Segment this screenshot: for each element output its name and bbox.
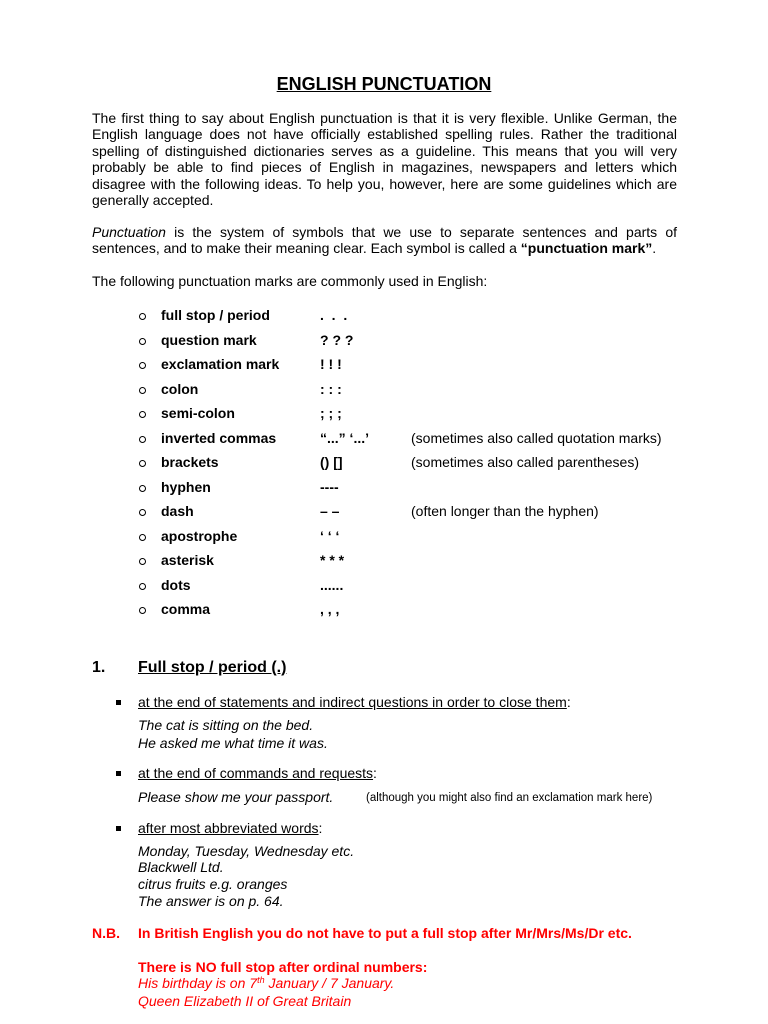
section-title: Full stop / period (.) xyxy=(138,659,287,676)
definition-text: is the system of symbols that we use to separate sentences and parts of sentences, and to make their meaning clear. Each symbol is called a xyxy=(92,224,677,257)
example-sentence: citrus fruits e.g. oranges xyxy=(138,875,288,892)
rule-item xyxy=(92,694,677,710)
mark-symbol: ! ! ! xyxy=(320,356,342,372)
punctuation-mark-item xyxy=(0,524,768,549)
section-number: 1. xyxy=(92,659,106,676)
definition-term: Punctuation xyxy=(92,224,166,240)
example-sentence: Blackwell Ltd. xyxy=(138,859,224,876)
mark-symbol: () [] xyxy=(320,454,343,470)
punctuation-mark-item xyxy=(0,303,768,328)
example-sentence: The answer is on p. 64. xyxy=(138,892,284,909)
example-text: January / 7 January. xyxy=(264,975,395,991)
mark-symbol: ? ? ? xyxy=(320,331,354,348)
mark-symbol: ...... xyxy=(320,576,344,593)
hollow-bullet-icon xyxy=(139,558,146,565)
example-sentence: The cat is sitting on the bed. xyxy=(138,717,314,733)
hollow-bullet-icon xyxy=(139,313,146,320)
rule-examples xyxy=(138,716,677,752)
ordinal-examples xyxy=(138,975,394,1009)
nota-bene-text: In British English you do not have to put a full stop after Mr/Mrs/Ms/Dr etc. xyxy=(138,925,632,941)
punctuation-mark-item xyxy=(0,450,768,475)
rule-label: after most abbreviated words xyxy=(138,820,319,836)
mark-symbol: “...” ‘...’ xyxy=(320,429,370,446)
mark-name: dash xyxy=(161,503,194,519)
hollow-bullet-icon xyxy=(139,460,146,467)
mark-name: comma xyxy=(161,601,211,617)
hollow-bullet-icon xyxy=(139,534,146,541)
rule-examples xyxy=(138,843,677,910)
mark-name: asterisk xyxy=(161,552,214,568)
mark-name: apostrophe xyxy=(161,527,238,544)
hollow-bullet-icon xyxy=(139,583,146,590)
mark-name: brackets xyxy=(161,454,219,470)
mark-symbol: * * * xyxy=(320,552,345,568)
mark-symbol: ---- xyxy=(320,478,339,495)
ordinal-note-heading: There is NO full stop after ordinal numbers: xyxy=(138,959,428,975)
punctuation-mark-list xyxy=(0,303,768,622)
definition-end: . xyxy=(652,240,657,257)
punctuation-mark-item xyxy=(0,401,768,426)
mark-symbol: ; ; ; xyxy=(320,405,342,421)
example-text: His birthday is on 7 xyxy=(138,975,258,991)
mark-symbol: – – xyxy=(320,503,340,519)
punctuation-mark-item xyxy=(0,426,768,451)
hollow-bullet-icon xyxy=(139,436,146,443)
punctuation-mark-item xyxy=(0,475,768,500)
rule-aside: (although you might also find an exclamation mark here) xyxy=(366,792,653,804)
square-bullet-icon xyxy=(116,700,121,705)
hollow-bullet-icon xyxy=(139,411,146,418)
nota-bene-tag: N.B. xyxy=(92,925,120,941)
hollow-bullet-icon xyxy=(139,485,146,492)
rule-label: at the end of statements and indirect questions in order to close them xyxy=(138,694,567,710)
mark-name: full stop / period xyxy=(161,307,270,323)
punctuation-mark-item xyxy=(0,548,768,573)
mark-note: (sometimes also called quotation marks) xyxy=(411,429,662,446)
square-bullet-icon xyxy=(116,771,121,776)
definition-emphasis: “punctuation mark” xyxy=(520,240,653,257)
punctuation-mark-item xyxy=(0,352,768,377)
intro-paragraph: The first thing to say about English punctuation is that it is very flexible. Unlike German, the English language does not have officially established spelling rules. Rather the traditional spelling of distinguished dictionaries serves as a guideline. This means that you will very probably be able to find pieces of English in magazines, newspapers and letters which disagree with the following ideas. To help you, however, here are some guidelines which are generally accepted. xyxy=(92,110,677,209)
mark-note: (sometimes also called parentheses) xyxy=(411,454,639,470)
hollow-bullet-icon xyxy=(139,362,146,369)
rule-label-end: : xyxy=(566,694,571,710)
example-sentence: Queen Elizabeth II of Great Britain xyxy=(138,993,352,1009)
section-heading xyxy=(92,658,592,678)
punctuation-mark-item xyxy=(0,377,768,402)
example-sentence: He asked me what time it was. xyxy=(138,735,328,751)
mark-symbol: , , , xyxy=(320,601,340,617)
mark-name: colon xyxy=(161,380,199,397)
example-sentence xyxy=(138,975,394,993)
punctuation-mark-item xyxy=(0,328,768,353)
list-intro: The following punctuation marks are commonly used in English: xyxy=(92,273,488,289)
punctuation-mark-item xyxy=(0,597,768,622)
rule-label-end: : xyxy=(318,820,323,836)
punctuation-mark-item xyxy=(0,573,768,598)
ordinal-superscript: th xyxy=(257,975,265,985)
square-bullet-icon xyxy=(116,826,121,831)
hollow-bullet-icon xyxy=(139,509,146,516)
nota-bene xyxy=(92,925,677,941)
rule-label: at the end of commands and requests xyxy=(138,765,374,781)
example-sentence: Please show me your passport. xyxy=(138,789,334,805)
definition-paragraph xyxy=(92,224,677,257)
mark-symbol: : : : xyxy=(320,380,342,397)
rule-label-end: : xyxy=(373,765,377,781)
punctuation-mark-item xyxy=(0,499,768,524)
example-sentence: Monday, Tuesday, Wednesday etc. xyxy=(138,842,355,859)
rule-item xyxy=(92,820,677,836)
mark-symbol: ‘ ‘ ‘ xyxy=(320,527,340,544)
hollow-bullet-icon xyxy=(139,338,146,345)
hollow-bullet-icon xyxy=(139,607,146,614)
mark-name: dots xyxy=(161,576,191,593)
mark-name: question mark xyxy=(161,331,257,348)
mark-symbol: . . . xyxy=(320,307,348,323)
hollow-bullet-icon xyxy=(139,387,146,394)
mark-name: hyphen xyxy=(161,478,211,495)
mark-name: exclamation mark xyxy=(161,356,280,372)
mark-note: (often longer than the hyphen) xyxy=(411,503,599,519)
document-title-text: ENGLISH PUNCTUATION xyxy=(276,74,492,94)
rule-item xyxy=(92,765,677,781)
mark-name: semi-colon xyxy=(161,405,235,421)
document-title xyxy=(0,74,768,94)
mark-name: inverted commas xyxy=(161,429,277,446)
